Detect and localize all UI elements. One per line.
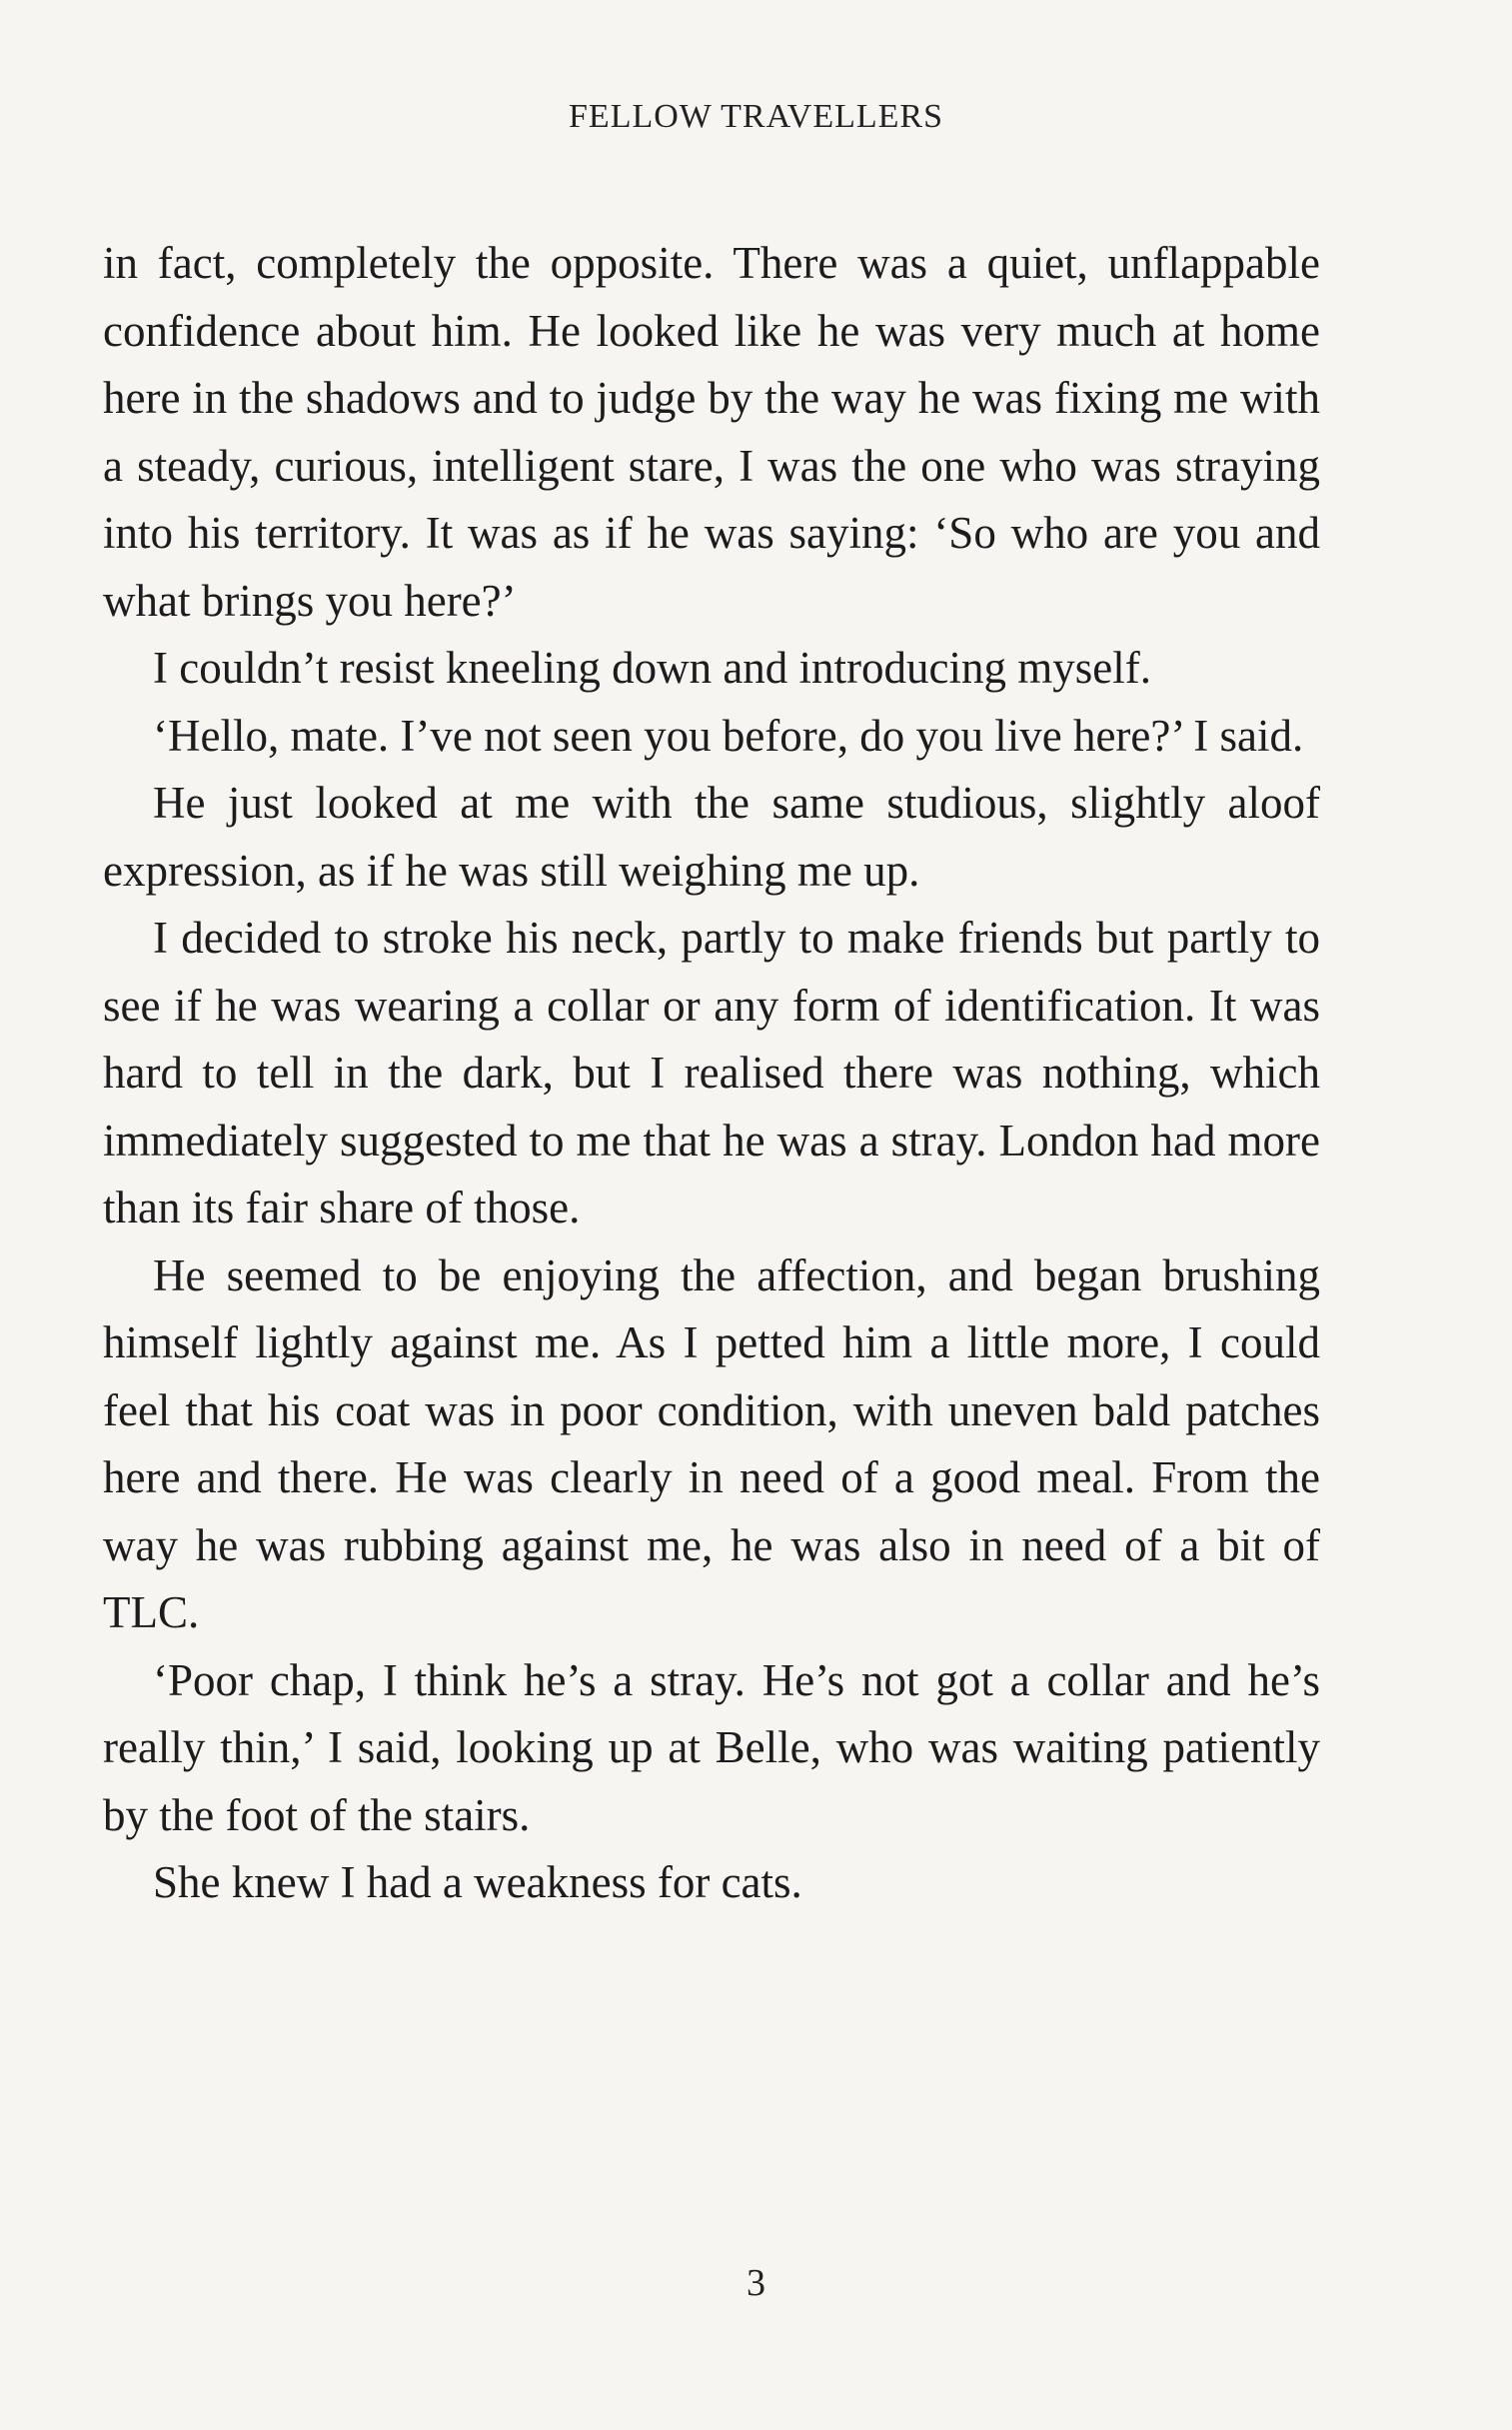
page-number: 3 — [747, 2262, 765, 2304]
paragraph: I decided to stroke his neck, partly to make friends but partly to see if he was wearing a collar or any form of identification. It was hard to tell in the dark, but I realised there was nothing, which immediately suggested to me that he was a stray. London had more than its fair share of those. — [103, 913, 1320, 1232]
paragraph: He just looked at me with the same studious, slightly aloof expression, as if he was still weighing me up. — [103, 778, 1320, 896]
running-head: FELLOW TRAVELLERS — [569, 98, 943, 135]
paragraph: I couldn’t resist kneeling down and introducing myself. — [153, 643, 1151, 693]
paragraph: She knew I had a weakness for cats. — [153, 1857, 802, 1907]
paragraph: ‘Poor chap, I think he’s a stray. He’s not got a collar and he’s really thin,’ I said, looking up at Belle, who was waiting patiently by the foot of the stairs. — [103, 1654, 1320, 1840]
body-text — [103, 230, 1320, 1917]
paragraph: ‘Hello, mate. I’ve not seen you before, do you live here?’ I said. — [153, 710, 1304, 761]
paragraph: in fact, completely the opposite. There was a quiet, unflappable confidence about him. He looked like he was very much at home here in the shadows and to judge by the way he was fixing me with a steady, curious, intelligent stare, I was the one who was straying into his territory. It was as if he was saying: ‘So who are you and what brings you here?’ — [103, 238, 1320, 626]
paragraph: He seemed to be enjoying the affection, and began brushing himself lightly against me. As I petted him a little more, I could feel that his coat was in poor condition, with uneven bald patches here and there. He was clearly in need of a good meal. From the way he was rubbing against me, he was also in need of a bit of TLC. — [103, 1249, 1320, 1637]
